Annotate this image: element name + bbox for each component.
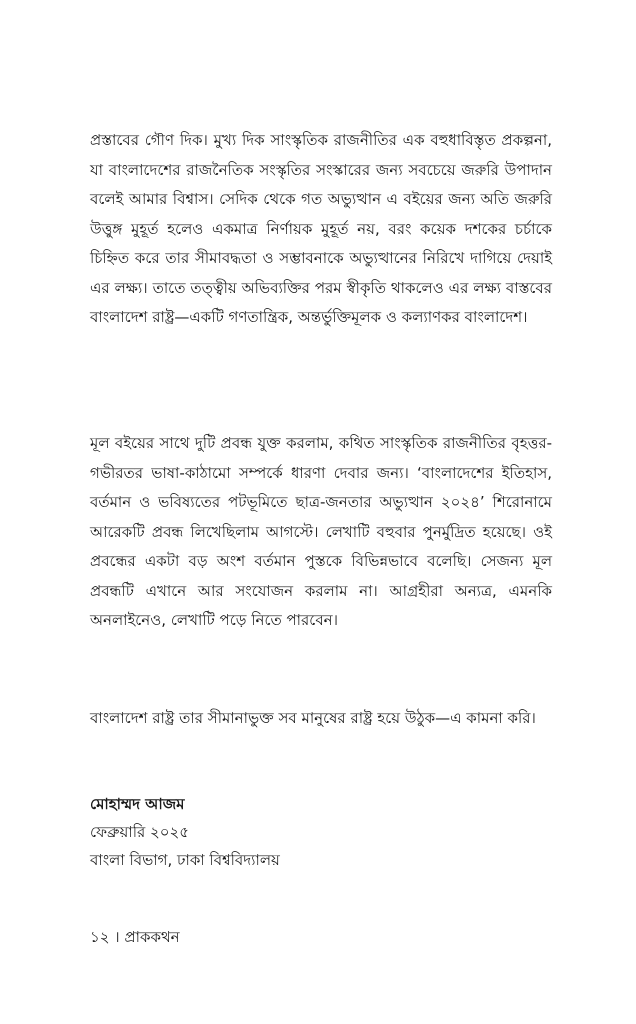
author-name: মোহাম্মদ আজম [90, 795, 185, 813]
signature-date: ফেব্রুয়ারি ২০২৫ [90, 823, 190, 841]
footer-separator: । [114, 928, 120, 946]
page-number: ১২ [90, 928, 110, 946]
section-title: প্রাককথন [124, 928, 180, 946]
author-affiliation: বাংলা বিভাগ, ঢাকা বিশ্ববিদ্যালয় [90, 851, 280, 869]
paragraph-3: বাংলাদেশ রাষ্ট্র তার সীমানাভুক্ত সব মানুষের রাষ্ট্র হয়ে উঠুক—এ কামনা করি। [90, 709, 536, 727]
paragraph-1: প্রস্তাবের গৌণ দিক। মুখ্য দিক সাংস্কৃতিক রাজনীতির এক বহুধাবিস্তৃত প্রকল্পনা, যা বাংলাদেশের রাজনৈতিক সংস্কৃতির সংস্কারের জন্য সবচেয়ে জরুরি উপাদান বলেই আমার বিশ্বাস। সেদিক থেকে গত অভ্যুত্থান এ বইয়ের জন্য অতি জরুরি উত্তুঙ্গ মুহূর্ত হলেও একমাত্র নির্ণায়ক মুহূর্ত নয়, বরং কয়েক দশকের চর্চাকে চিহ্নিত করে তার সীমাবদ্ধতা ও সম্ভাবনাকে অভ্যুত্থানের নিরিখে দাগিয়ে দেয়াই এর লক্ষ্য। তাতে তত্ত্বীয় অভিব্যক্তির পরম স্বীকৃতি থাকলেও এর লক্ষ্য বাস্তবের বাংলাদেশ রাষ্ট্র—একটি গণতান্ত্রিক, অন্তর্ভুক্তিমূলক ও কল্যাণকর বাংলাদেশ। [90, 131, 552, 326]
signature-block [90, 790, 490, 874]
paragraph-2: মূল বইয়ের সাথে দুটি প্রবন্ধ যুক্ত করলাম, কথিত সাংস্কৃতিক রাজনীতির বৃহত্তর-গভীরতর ভাষা-কাঠামো সম্পর্কে ধারণা দেবার জন্য। ‘বাংলাদেশের ইতিহাস, বর্তমান ও ভবিষ্যতের পটভূমিতে ছাত্র-জনতার অভ্যুত্থান ২০২৪’ শিরোনামে আরেকটি প্রবন্ধ লিখেছিলাম আগস্টে। লেখাটি বহুবার পুনর্মুদ্রিত হয়েছে। ওই প্রবন্ধের একটা বড় অংশ বর্তমান পুস্তকে বিভিন্নভাবে বলেছি। সেজন্য মূল প্রবন্ধটি এখানে আর সংযোজন করলাম না। আগ্রহীরা অন্যত্র, এমনকি অনলাইনেও, লেখাটি পড়ে নিতে পারবেন। [90, 434, 552, 629]
page-footer [90, 926, 180, 948]
